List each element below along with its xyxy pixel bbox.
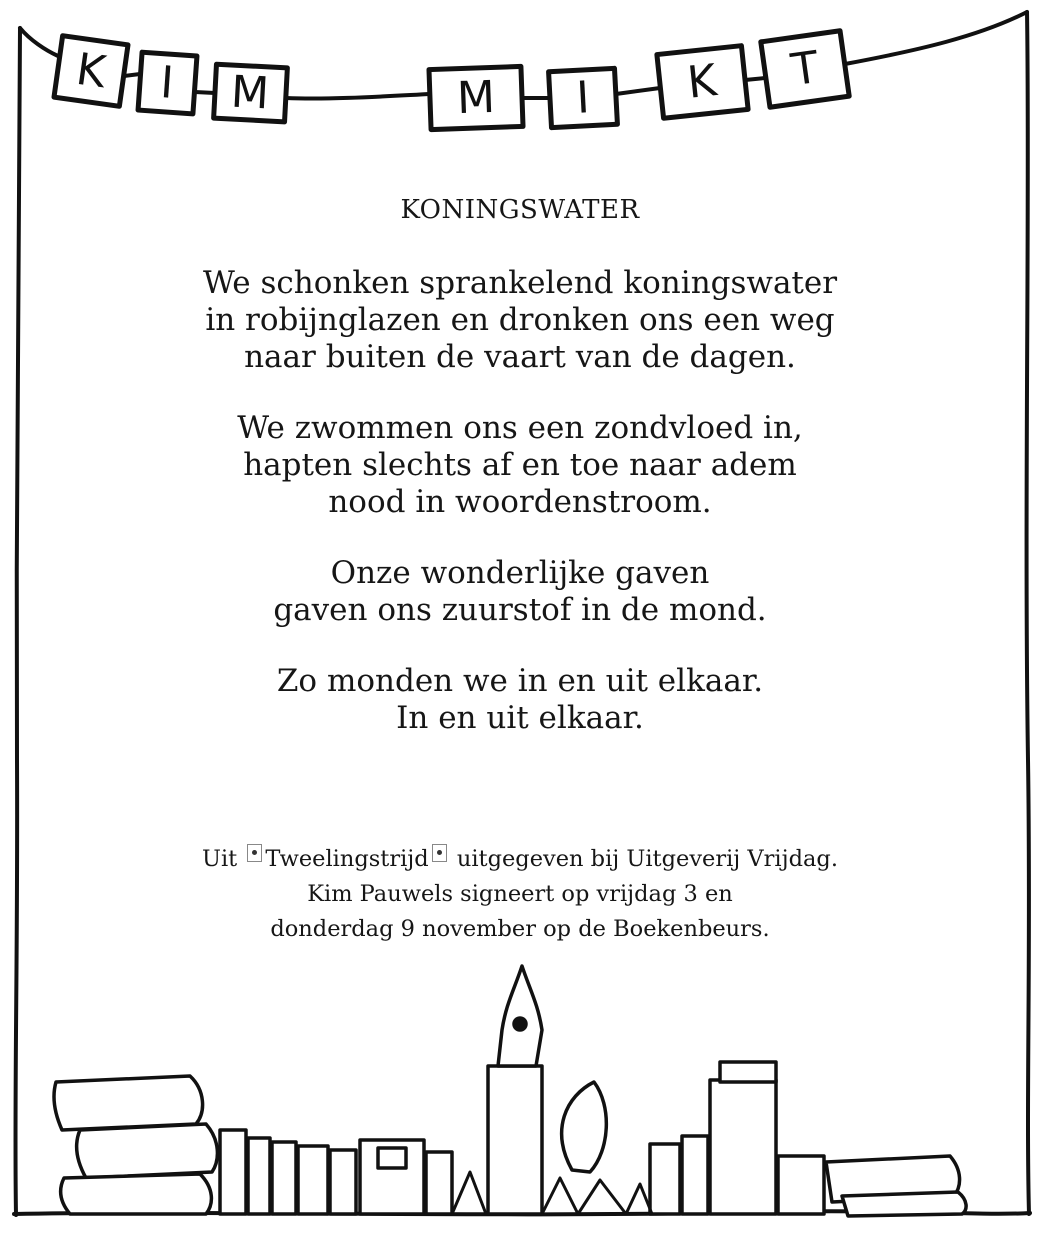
poem-line: We schonken sprankelend koningswater [202,265,838,301]
credit-prefix: Uit [202,846,245,872]
candle-icon [488,1066,542,1214]
publication-credit [100,842,940,947]
poem-line: In en uit elkaar. [396,700,644,736]
frame-right-border [1027,12,1029,1214]
book-title: Tweelingstrijd [265,846,429,872]
book-spine-icon [710,1080,776,1214]
quote-glyph-icon [247,844,262,862]
book-spine-icon [650,1144,680,1214]
banner-letter: M [229,66,271,120]
pen-nib-icon [498,966,542,1066]
books-illustration [54,966,966,1216]
book-label-icon [378,1148,406,1168]
stanza [100,265,940,376]
leaf-icon [562,1082,607,1172]
poem-line: Zo monden we in en uit elkaar. [276,663,764,699]
credit-suffix: uitgegeven bij Uitgeverij Vrijdag. [449,846,838,872]
mountains-icon [452,1172,652,1214]
book-spine-icon [220,1130,246,1214]
book-spine-icon [330,1150,356,1214]
poem-line: nood in woordenstroom. [328,484,712,520]
poem-line: naar buiten de vaart van de dagen. [244,339,796,375]
banner-letter: K [73,43,109,99]
banner-letter: M [456,71,496,125]
book-icon [54,1076,203,1130]
book-spine-icon [778,1156,824,1214]
book-icon [61,1174,212,1214]
poem-line: gaven ons zuurstof in de mond. [273,592,767,628]
book-spine-icon [682,1136,708,1214]
banner-letter: I [158,57,176,109]
book-spine-icon [298,1146,328,1214]
banner-string-left [20,28,58,56]
stanza [100,410,940,521]
book-icon [842,1192,966,1216]
book-spine-icon [272,1142,296,1214]
poem-title: KONINGSWATER [400,195,640,225]
poem-line: in robijnglazen en dronken ons een weg [205,302,835,338]
credit-line [100,842,940,877]
poem-line: Onze wonderlijke gaven [330,555,710,591]
quote-glyph-icon [432,844,447,862]
stanza [100,555,940,629]
credit-line: Kim Pauwels signeert op vrijdag 3 en [307,881,733,907]
credit-line: donderdag 9 november op de Boekenbeurs. [270,916,770,942]
poem-block [100,195,940,771]
frame-left-border [15,28,20,1215]
banner-letter: I [575,72,591,124]
poem-line: We zwommen ons een zondvloed in, [237,410,803,446]
banner-letter: T [788,41,822,97]
book-spine-icon [426,1152,452,1214]
poem-line: hapten slechts af en toe naar adem [243,447,797,483]
stanza [100,663,940,737]
book-top-icon [720,1062,776,1082]
banner-letter: K [684,55,720,109]
book-spine-icon [248,1138,270,1214]
book-icon [77,1124,218,1178]
